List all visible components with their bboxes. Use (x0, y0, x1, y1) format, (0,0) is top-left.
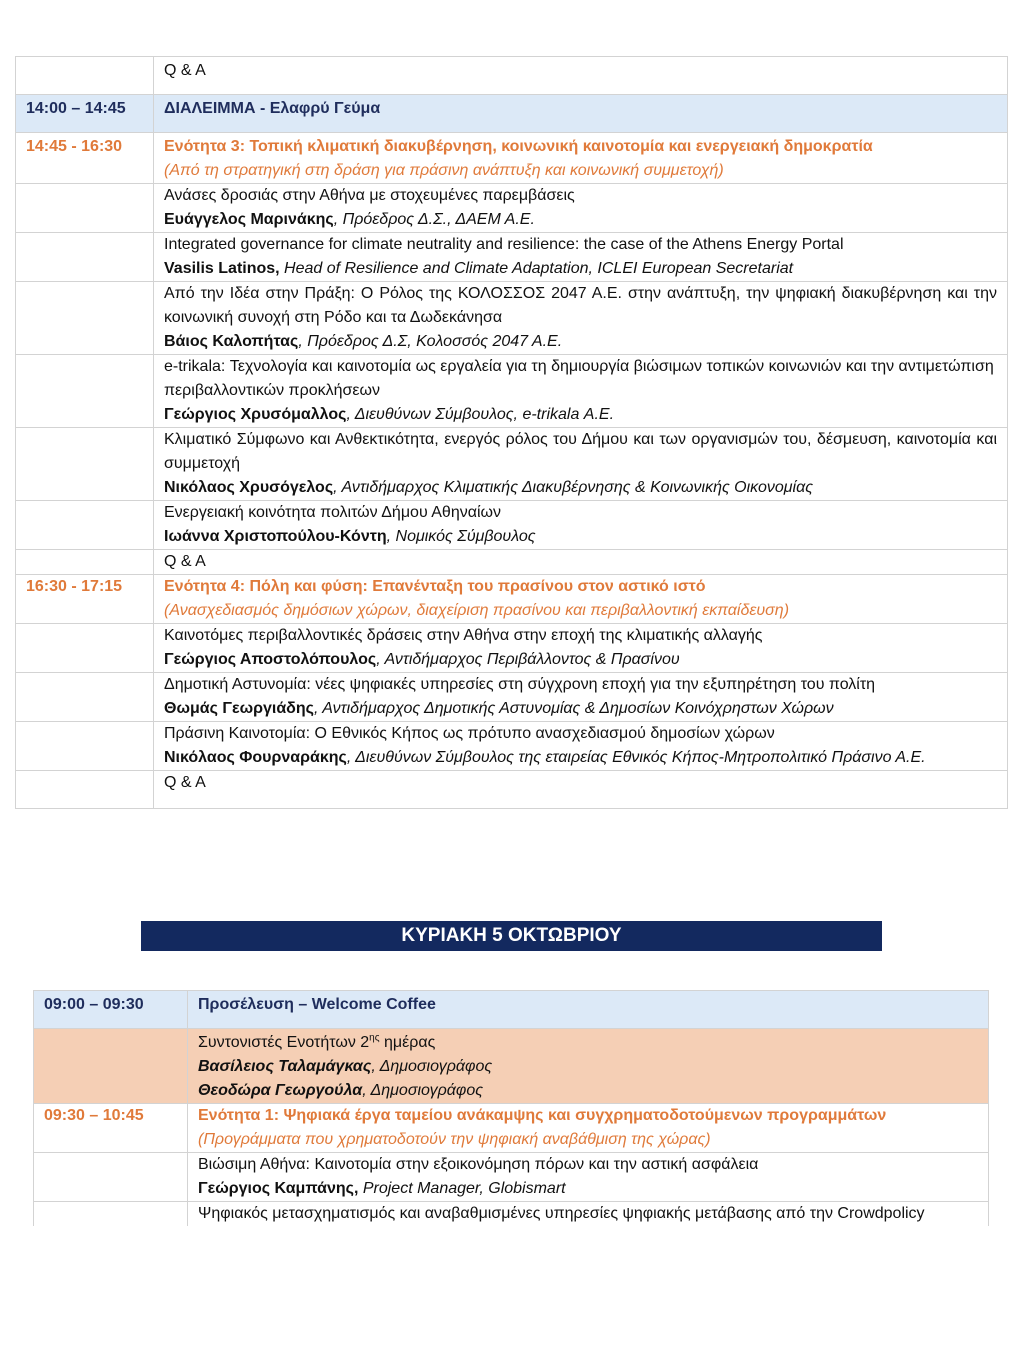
coordinators-heading: Συντονιστές Ενοτήτων $2^{\eta\varsigma}$ ημέρας (198, 1032, 436, 1051)
session-4-subtitle: (Ανασχεδιασμός δημόσιων χώρων, διαχείριση πρασίνου και περιβαλλοντική εκπαίδευση) (164, 602, 790, 619)
coordinator-role: , Δημοσιογράφος (371, 1058, 493, 1075)
talk-row (16, 673, 1008, 722)
break-time: 14:00 – 14:45 (16, 95, 154, 133)
session-1-subtitle: (Προγράμματα που χρηματοδοτούν την ψηφιακή αναβάθμιση της χώρας) (198, 1131, 711, 1148)
speaker-name: Νικόλαος Φουρναράκης (164, 749, 347, 766)
speaker-role: , Διευθύνων Σύμβουλος της εταιρείας Εθνικός Κήπος-Μητροπολιτικό Πράσινο Α.Ε. (346, 749, 926, 766)
coordinator-name: Βασίλειος Ταλαμάγκας (198, 1058, 372, 1075)
speaker-role: , Αντιδήμαρχος Κλιματικής Διακυβέρνησης & Κοινωνικής Οικονομίας (333, 479, 814, 496)
session-3-subtitle: (Από τη στρατηγική στη δράση για πράσινη ανάπτυξη και κοινωνική συμμετοχή) (164, 162, 724, 179)
speaker-name: Γεώργιος Χρυσόμαλλος (164, 406, 347, 423)
day2-schedule-table (33, 990, 989, 1226)
speaker-role: , Διευθύνων Σύμβουλος, e-trikala Α.Ε. (346, 406, 615, 423)
qa-label: Q & A (154, 57, 1008, 95)
break-row (16, 95, 1008, 133)
speaker-name: Νικόλαος Χρυσόγελος (164, 479, 334, 496)
break-label: ΔΙΑΛΕΙΜΜΑ - Ελαφρύ Γεύμα (154, 95, 1008, 133)
talk-topic: Δημοτική Αστυνομία: νέες ψηφιακές υπηρεσίες στη σύγχρονη εποχή για την εξυπηρέτηση του πολίτη (164, 676, 876, 693)
talk-row (34, 1153, 989, 1202)
speaker-role: , Αντιδήμαρχος Περιβάλλοντος & Πρασίνου (376, 651, 680, 668)
qa-label: Q & A (154, 771, 1008, 809)
speaker-role: Head of Resilience and Climate Adaptation, ICLEI European Secretariat (279, 260, 794, 277)
talk-row (16, 501, 1008, 550)
talk-topic: e-trikala: Τεχνολογία και καινοτομία ως εργαλεία για τη δημιουργία βιώσιμων τοπικών κοινωνιών και την αντιμετώπιση περιβαλλοντικών προκλήσεων (164, 358, 994, 399)
talk-topic: Ανάσες δροσιάς στην Αθήνα με στοχευμένες παρεμβάσεις (164, 187, 575, 204)
talk-row (16, 722, 1008, 771)
session-1-header (34, 1104, 989, 1153)
talk-row (16, 624, 1008, 673)
speaker-role: , Αντιδήμαρχος Δημοτικής Αστυνομίας & Δημοσίων Κοινόχρηστων Χώρων (313, 700, 834, 717)
speaker-name: Βάιος Καλοπήτας (164, 333, 299, 350)
table-row (16, 771, 1008, 809)
arrival-row (34, 991, 989, 1029)
table-row (16, 57, 1008, 95)
talk-row (16, 233, 1008, 282)
talk-topic: Καινοτόμες περιβαλλοντικές δράσεις στην Αθήνα στην εποχή της κλιματικής αλλαγής (164, 627, 763, 644)
session-1-time: 09:30 – 10:45 (34, 1104, 188, 1153)
talk-row (34, 1202, 989, 1227)
speaker-role: , Πρόεδρος Δ.Σ, Κολοσσός 2047 Α.Ε. (298, 333, 563, 350)
talk-row (16, 355, 1008, 428)
talk-row (16, 428, 1008, 501)
session-3-title: Ενότητα 3: Τοπική κλιματική διακυβέρνηση, κοινωνική καινοτομία και ενεργειακή δημοκρατία (164, 138, 873, 155)
session-3-header (16, 133, 1008, 184)
speaker-name: Γεώργιος Αποστολόπουλος (164, 651, 377, 668)
coordinator-role: , Δημοσιογράφος (362, 1082, 484, 1099)
session-4-time: 16:30 - 17:15 (16, 575, 154, 624)
session-1-title: Ενότητα 1: Ψηφιακά έργα ταμείου ανάκαμψης και συγχρηματοδοτούμενων προγραμμάτων (198, 1107, 887, 1124)
speaker-name: Ευάγγελος Μαρινάκης (164, 211, 334, 228)
speaker-name: Γεώργιος Καμπάνης, (198, 1180, 359, 1197)
session-4-header (16, 575, 1008, 624)
speaker-role: Project Manager, Globismart (358, 1180, 566, 1197)
talk-topic: Βιώσιμη Αθήνα: Καινοτομία στην εξοικονόμηση πόρων και την αστική ασφάλεια (198, 1156, 759, 1173)
qa-label: Q & A (154, 550, 1008, 575)
speaker-name: Vasilis Latinos, (164, 260, 280, 277)
talk-row (16, 282, 1008, 355)
table-row (16, 550, 1008, 575)
speaker-name: Θωμάς Γεωργιάδης (164, 700, 314, 717)
arrival-time: 09:00 – 09:30 (34, 991, 188, 1029)
day1-schedule-table (15, 56, 1008, 809)
talk-topic: Ψηφιακός μετασχηματισμός και αναβαθμισμένες υπηρεσίες ψηφιακής μετάβασης από την Crowdpolicy (198, 1205, 925, 1222)
speaker-role: , Πρόεδρος Δ.Σ., ΔΑΕΜ Α.Ε. (333, 211, 535, 228)
arrival-label: Προσέλευση – Welcome Coffee (188, 991, 989, 1029)
session-4-title: Ενότητα 4: Πόλη και φύση: Επανένταξη του πρασίνου στον αστικό ιστό (164, 578, 706, 595)
day-banner: ΚΥΡΙΑΚΗ 5 ΟΚΤΩΒΡΙΟΥ (141, 921, 882, 951)
coordinators-row (34, 1029, 989, 1104)
talk-topic: Από την Ιδέα στην Πράξη: Ο Ρόλος της ΚΟΛΟΣΣΟΣ 2047 Α.Ε. στην ανάπτυξη, την ψηφιακή διακυβέρνηση και την κοινωνική συνοχή στη Ρόδο και τα Δωδεκάνησα (164, 285, 997, 326)
coordinator-name: Θεοδώρα Γεωργούλα (198, 1082, 363, 1099)
talk-topic: Ενεργειακή κοινότητα πολιτών Δήμου Αθηναίων (164, 504, 502, 521)
talk-topic: Πράσινη Καινοτομία: Ο Εθνικός Κήπος ως πρότυπο ανασχεδιασμού δημοσίων χώρων (164, 725, 775, 742)
speaker-name: Ιωάννα Χριστοπούλου-Κόντη (164, 528, 387, 545)
talk-topic: Κλιματικό Σύμφωνο και Ανθεκτικότητα, ενεργός ρόλος του Δήμου και των οργανισμών του, δέσμευση, καινοτομία και συμμετοχή (164, 431, 997, 472)
speaker-role: , Νομικός Σύμβουλος (386, 528, 536, 545)
talk-row (16, 184, 1008, 233)
talk-topic: Integrated governance for climate neutrality and resilience: the case of the Athens Energy Portal (164, 236, 844, 253)
session-3-time: 14:45 - 16:30 (16, 133, 154, 184)
